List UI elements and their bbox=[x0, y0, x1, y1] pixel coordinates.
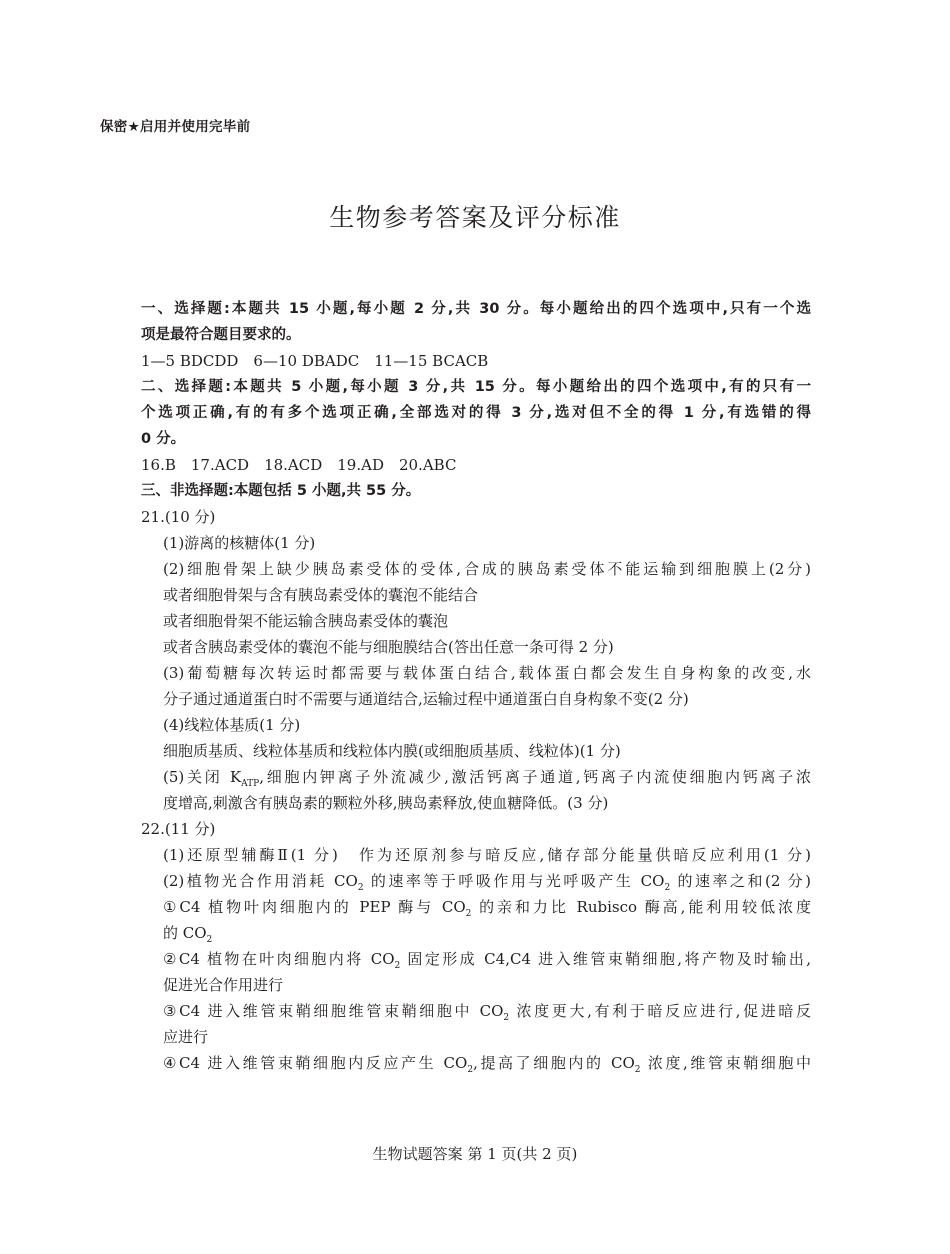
q22-reason-2: ②C4 植物在叶肉细胞内将 $CO_2$ 固定形成 C4,C4 进入维管束鞘细胞,将产物及时输出, bbox=[163, 950, 811, 971]
q21-answer-5: (5)关闭 $K_{ATP}$,细胞内钾离子外流减少,激活钙离子通道,钙离子内流使细胞内钙离子浓 bbox=[163, 768, 811, 789]
section1-heading-cont: 项是最符合题目要求的。 bbox=[141, 327, 301, 343]
q22-answer-1: (1)还原型辅酶Ⅱ(1 分) 作为还原剂参与暗反应,储存部分能量供暗反应利用(1 分) bbox=[163, 846, 811, 864]
section1-heading: 一、选择题:本题共 15 小题,每小题 2 分,共 30 分。每小题给出的四个选项中,只有一个选 bbox=[141, 301, 811, 317]
q22-reason-3: ③C4 进入维管束鞘细胞维管束鞘细胞中 $CO_2$ 浓度更大,有利于暗反应进行,促进暗反 bbox=[163, 1002, 811, 1023]
q22-reason-1-cont: 的 $CO_2$ bbox=[163, 924, 213, 945]
q22-reason-3-cont: 应进行 bbox=[163, 1028, 209, 1046]
q21-answer-3: (3)葡萄糖每次转运时都需要与载体蛋白结合,载体蛋白都会发生自身构象的改变,水 bbox=[163, 664, 811, 682]
confidentiality-notice: 保密★启用并使用完毕前 bbox=[100, 119, 251, 135]
section2-heading: 二、选择题:本题共 5 小题,每小题 3 分,共 15 分。每小题给出的四个选项中,有的只有一 bbox=[141, 379, 811, 395]
section3-heading: 三、非选择题:本题包括 5 小题,共 55 分。 bbox=[141, 483, 421, 499]
answer-content bbox=[141, 296, 811, 1076]
page-title: 生物参考答案及评分标准 bbox=[329, 203, 621, 232]
section2-heading-end: 0 分。 bbox=[141, 431, 186, 447]
q21-answer-2-alt3: 或者含胰岛素受体的囊泡不能与细胞膜结合(答出任意一条可得 2 分) bbox=[163, 638, 614, 656]
q22-reason-2-cont: 促进光合作用进行 bbox=[163, 976, 284, 994]
q22-answer-2: (2)植物光合作用消耗 $CO_2$ 的速率等于呼吸作用与光呼吸产生 $CO_2$ 的速率之和(2 分) bbox=[163, 872, 811, 893]
q21-answer-5-cont: 度增高,刺激含有胰岛素的颗粒外移,胰岛素释放,使血糖降低。(3 分) bbox=[163, 794, 609, 812]
q21-answer-1: (1)游离的核糖体(1 分) bbox=[163, 534, 316, 552]
q21-answer-2: (2)细胞骨架上缺少胰岛素受体的受体,合成的胰岛素受体不能运输到细胞膜上(2分) bbox=[163, 560, 811, 578]
q22-heading: 22.(11 分) bbox=[141, 820, 216, 838]
q22-reason-4: ④C4 进入维管束鞘细胞内反应产生 $CO_2$,提高了细胞内的 $CO_2$ 浓度,维管束鞘细胞中 bbox=[163, 1054, 811, 1075]
q21-answer-4: (4)线粒体基质(1 分) bbox=[163, 716, 301, 734]
section1-answers: 1—5 BDCDD 6—10 DBADC 11—15 BCACB bbox=[141, 352, 489, 370]
q22-reason-1: ①C4 植物叶肉细胞内的 PEP 酶与 $CO_2$ 的亲和力比 Rubisco 酶高,能利用较低浓度 bbox=[163, 898, 811, 919]
page-footer: 生物试题答案 第 1 页(共 2 页) bbox=[372, 1145, 578, 1163]
q21-answer-3-cont: 分子通过通道蛋白时不需要与通道结合,运输过程中通道蛋白自身构象不变(2 分) bbox=[163, 690, 689, 708]
q21-answer-4-cont: 细胞质基质、线粒体基质和线粒体内膜(或细胞质基质、线粒体)(1 分) bbox=[163, 742, 621, 760]
q21-answer-2-alt2: 或者细胞骨架不能运输含胰岛素受体的囊泡 bbox=[163, 612, 449, 630]
section2-answers: 16.B 17.ACD 18.ACD 19.AD 20.ABC bbox=[141, 456, 457, 474]
q21-answer-2-alt1: 或者细胞骨架与含有胰岛素受体的囊泡不能结合 bbox=[163, 586, 479, 604]
q21-heading: 21.(10 分) bbox=[141, 508, 216, 526]
section2-heading-cont: 个选项正确,有的有多个选项正确,全部选对的得 3 分,选对但不全的得 1 分,有选错的得 bbox=[141, 405, 811, 421]
